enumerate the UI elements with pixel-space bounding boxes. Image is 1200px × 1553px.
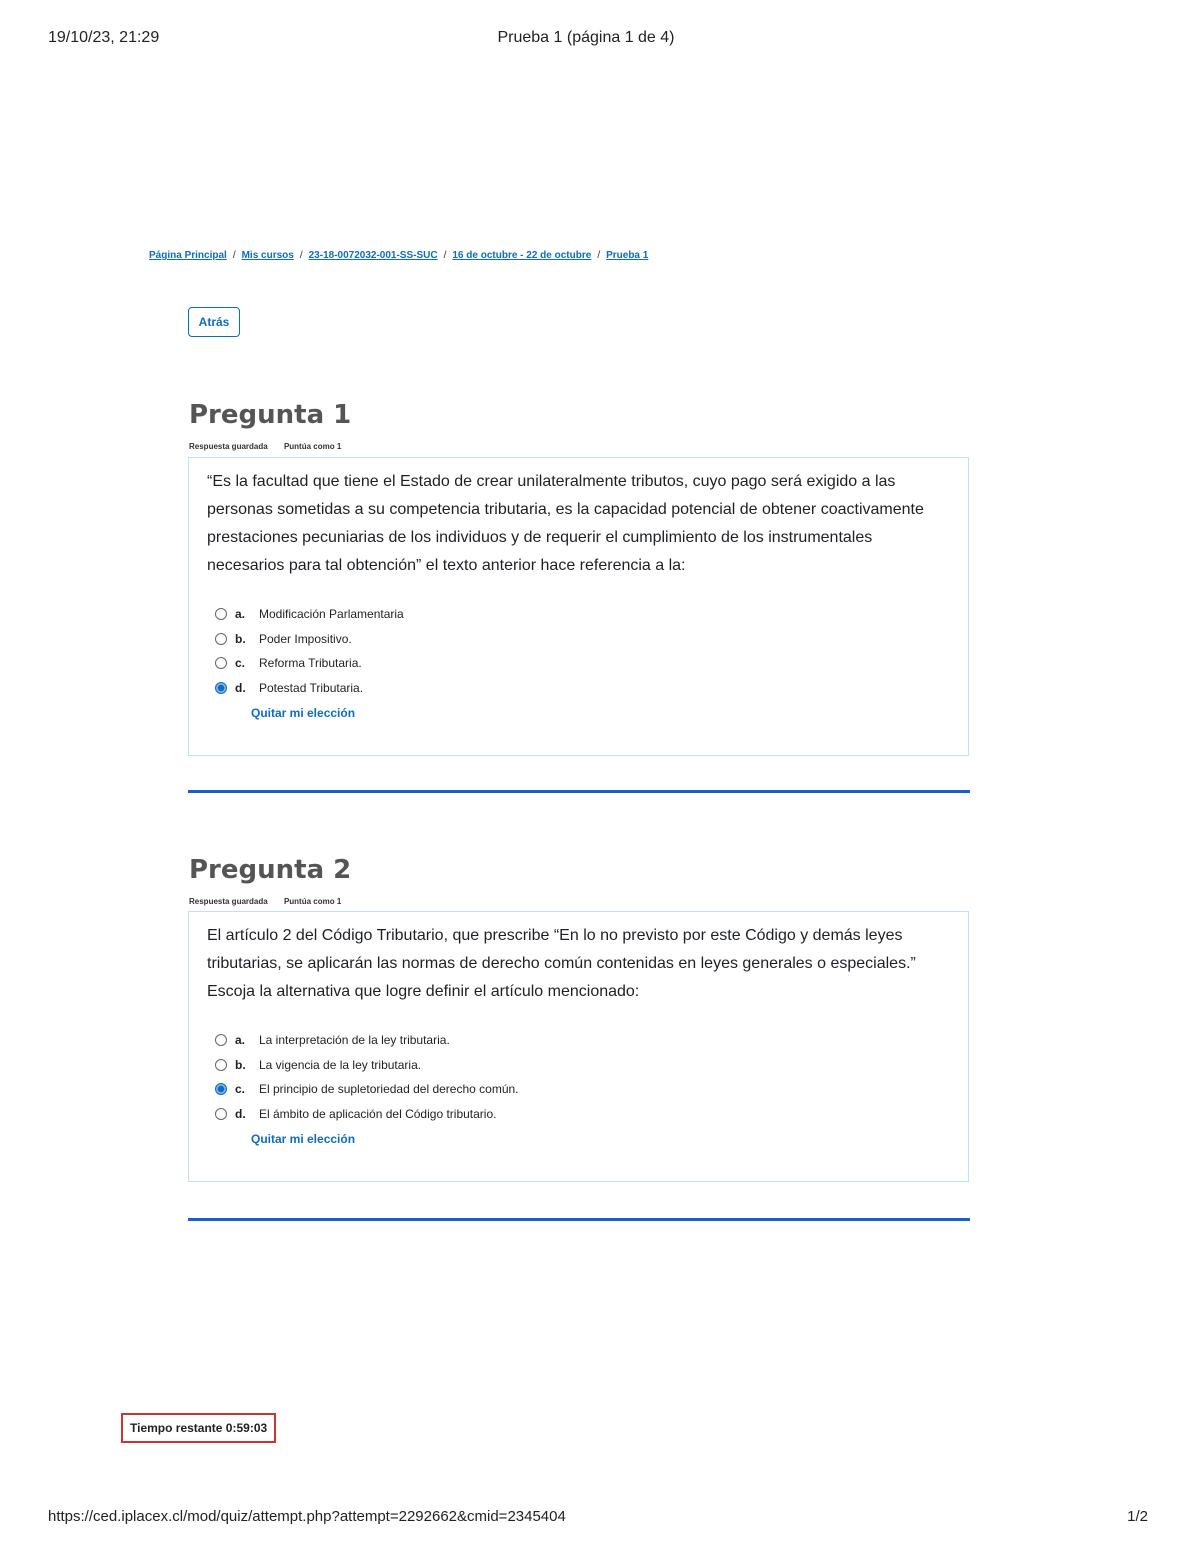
- clear-choice-link[interactable]: Quitar mi elección: [251, 1132, 356, 1146]
- question-1-points: Puntúa como 1: [283, 442, 342, 451]
- breadcrumb: [149, 250, 648, 261]
- question-2-status: Respuesta guardada: [189, 897, 268, 906]
- radio-button[interactable]: [215, 1108, 227, 1120]
- answer-text: El ámbito de aplicación del Código tributario.: [259, 1106, 497, 1121]
- radio-button-selected[interactable]: [215, 682, 227, 694]
- question-2-points: Puntúa como 1: [283, 897, 342, 906]
- radio-button[interactable]: [215, 1059, 227, 1071]
- breadcrumb-course[interactable]: 23-18-0072032-001-SS-SUC: [308, 250, 438, 261]
- question-1-answers: [207, 602, 950, 722]
- breadcrumb-quiz[interactable]: Prueba 1: [606, 250, 649, 261]
- breadcrumb-separator: /: [597, 250, 601, 261]
- answer-letter: a.: [235, 1033, 246, 1048]
- question-2-answer-b[interactable]: [215, 1053, 950, 1078]
- question-1-title: Pregunta 1: [189, 400, 352, 430]
- radio-button[interactable]: [215, 608, 227, 620]
- answer-text: Potestad Tributaria.: [259, 680, 364, 695]
- answer-letter: d.: [235, 1106, 246, 1121]
- radio-button[interactable]: [215, 657, 227, 669]
- time-remaining: Tiempo restante 0:59:03: [121, 1413, 276, 1443]
- answer-letter: c.: [235, 656, 246, 671]
- answer-letter: d.: [235, 680, 246, 695]
- question-1-answer-b[interactable]: [215, 627, 950, 652]
- answer-letter: b.: [235, 631, 246, 646]
- print-url: https://ced.iplacex.cl/mod/quiz/attempt.php?attempt=2292662&cmid=2345404: [48, 1508, 566, 1525]
- answer-text: La interpretación de la ley tributaria.: [259, 1033, 450, 1048]
- question-1-text: “Es la facultad que tiene el Estado de crear unilateralmente tributos, cuyo pago será exigido a las personas sometidas a su competencia tributaria, es la capacidad potencial de obtener coactivamente prestaciones pecuniarias de los individuos y de requerir el cumplimiento de los instrumentales necesarios para tal obtención” el texto anterior hace referencia a la:: [207, 473, 924, 574]
- question-1-answer-c[interactable]: [215, 651, 950, 676]
- question-2-box: [188, 911, 969, 1182]
- question-1-meta: [189, 442, 355, 451]
- print-datetime: 19/10/23, 21:29: [48, 29, 160, 46]
- answer-letter: a.: [235, 607, 246, 622]
- back-button[interactable]: Atrás: [188, 307, 240, 337]
- answer-text: Reforma Tributaria.: [259, 656, 362, 671]
- answer-text: Modificación Parlamentaria: [259, 607, 404, 622]
- breadcrumb-home[interactable]: Página Principal: [149, 250, 227, 261]
- question-divider: [188, 790, 970, 793]
- question-1-status: Respuesta guardada: [189, 442, 268, 451]
- question-2-meta: [189, 897, 355, 906]
- print-page-number: 1/2: [1127, 1508, 1148, 1525]
- question-2-answer-d[interactable]: [215, 1102, 950, 1127]
- radio-button[interactable]: [215, 633, 227, 645]
- radio-button-selected[interactable]: [215, 1083, 227, 1095]
- breadcrumb-week[interactable]: 16 de octubre - 22 de octubre: [452, 250, 592, 261]
- question-1-answer-a[interactable]: [215, 602, 950, 627]
- radio-button[interactable]: [215, 1034, 227, 1046]
- clear-choice-link[interactable]: Quitar mi elección: [251, 706, 356, 720]
- question-2-text: El artículo 2 del Código Tributario, que prescribe “En lo no previsto por este Código y demás leyes tributarias, se aplicarán las normas de derecho común contenidas en leyes generales o especiales.” Escoja la alternativa que logre definir el artículo mencionado:: [207, 927, 916, 1000]
- breadcrumb-separator: /: [443, 250, 447, 261]
- breadcrumb-separator: /: [232, 250, 236, 261]
- question-divider: [188, 1218, 970, 1221]
- question-1-box: [188, 457, 969, 756]
- question-1-answer-d[interactable]: [215, 676, 950, 701]
- question-2-answer-c[interactable]: [215, 1077, 950, 1102]
- question-2-answers: [207, 1028, 950, 1148]
- breadcrumb-my-courses[interactable]: Mis cursos: [241, 250, 294, 261]
- print-page-title: Prueba 1 (página 1 de 4): [497, 29, 675, 46]
- answer-letter: c.: [235, 1082, 246, 1097]
- answer-text: La vigencia de la ley tributaria.: [259, 1057, 422, 1072]
- answer-text: Poder Impositivo.: [259, 631, 352, 646]
- answer-text: El principio de supletoriedad del derecho común.: [259, 1082, 519, 1097]
- breadcrumb-separator: /: [299, 250, 303, 261]
- question-2-answer-a[interactable]: [215, 1028, 950, 1053]
- question-2-title: Pregunta 2: [189, 855, 352, 885]
- answer-letter: b.: [235, 1057, 246, 1072]
